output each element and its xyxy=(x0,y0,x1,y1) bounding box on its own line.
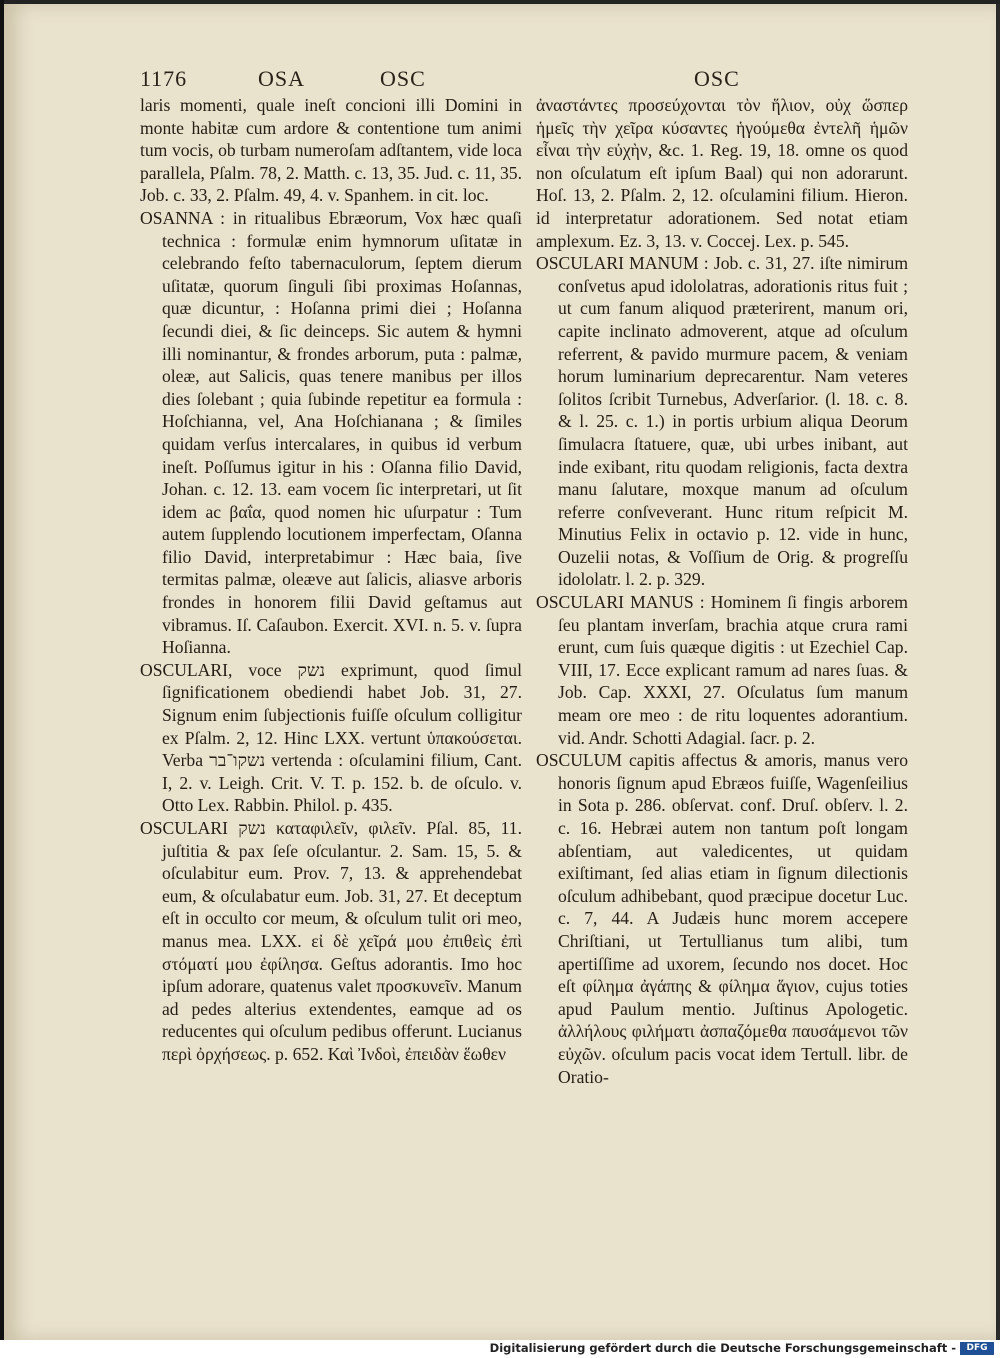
entry-osanna: OSANNA : in ritualibus Ebræorum, Vox hæc quaſi technica : formulæ enim hymnorum uſitatæ in celebrando feſto tabernaculorum, ſeptem dierum uſitatæ, quorum ſinguli ſibi proximas Hoſannas, quæ dicuntur, : Hoſanna primi diei ; Hoſanna ſecundi diei, & ſic deinceps. Sic autem & hymni illi nominantur, & frondes arborum, puta : palmæ, oleæ, aut Salicis, quas tenere manibus per illos dies ſolebant ; quia ſubinde repetitur ea formula : Hoſchianna, vel, Ana Hoſchianana ; & ſimiles quidam verſus intercalares, in quibus id verbum ineſt. Poſſumus igitur in his : Oſanna filio David, Johan. c. 12. 13. eam vocem ſic interpretari, ut ſit idem ac βαΐα, quod nomen hic uſurpatur : Tum autem ſupplendo locutionem imperfectam, Oſanna filio David, interpretabimur : Hæc baia, ſive termitas palmæ, oleæve aut ſalicis, aliasve arboris frondes in honorem filii David geſtamus aut vibramus. Iſ. Caſaubon. Exercit. XVI. n. 5. v. ſupra Hoſianna. xyxy=(140,207,522,658)
right-column xyxy=(536,94,908,1088)
running-head-left-2: OSC xyxy=(380,66,426,91)
entry-osculari-manum: OSCULARI MANUM : Job. c. 31, 27. iſte nimirum conſvetus apud idololatras, adorationis ritus fuit ; ut cum fanum aliquod præterirent, manum ori, capite inclinato admoverent, atque ad oſculum referrent, & pavido murmure pacem, & veniam horum luminarium deprecarentur. Nam veteres ſolitos ſcribit Turnebus, Adverſarior. (l. 18. c. 8. & l. 25. c. 1.) in portis urbium aliqua Deorum ſimulacra ſtatuere, quæ, ubi urbes inibant, aut inde exibant, ritu quodam religionis, facta dextra manu ſalutare, moxque manum ad oſculum referre conſveverant. Hunc ritum reſpicit M. Minutius Felix in octavio p. 12. vide in hunc, Ouzelii notas, & Voſſium de Orig. & progreſſu idololatr. l. 2. p. 329. xyxy=(536,253,908,590)
left-column xyxy=(140,94,522,1066)
digitization-footer xyxy=(0,1340,1000,1358)
running-head-right: OSC xyxy=(694,66,740,91)
entry-osculari-1: OSCULARI, voce נשק exprimunt, quod ſimul ſignificationem obediendi habet Job. 31, 27. Signum enim ſubjectionis fuiſſe oſculum colligitur ex Pſalm. 2, 12. Hinc LXX. vertunt ὑπακούσεται. Verba נשקו־בר vertenda : oſculamini filium, Cant. I, 2. v. Leigh. Crit. V. T. p. 152. b. de oſculo. v. Otto Lex. Rabbin. Philol. p. 435. xyxy=(140,659,522,816)
footer-credit: Digitalisierung gefördert durch die Deutsche Forschungsgemeinschaft - xyxy=(489,1341,956,1355)
right-entry-continuation: ἀναστάντες προσεύχονται τὸν ἥλιον, οὐχ ὥσπερ ἡμεῖς τὴν χεῖρα κύσαντες ἡγούμεθα ἐντελῆ ἡμῶν εἶναι τὴν εὐχὴν, &c. 1. Reg. 19, 18. omne os quod non oſculatum eſt ipſum Baal) qui non adorarunt. Hoſ. 13, 2. Pſalm. 2, 12. oſculamini filium. Hieron. id interpretatur adorationem. Sed notat etiam amplexum. Ez. 3, 13. v. Coccej. Lex. p. 545. xyxy=(536,95,908,251)
entry-osculum: OSCULUM capitis affectus & amoris, manus vero honoris ſignum apud Ebræos fuiſſe, Wagenſeilius in Sota p. 286. obſervat. conf. Druſ. obſerv. l. 2. c. 16. Hebræi autem non tantum poſt longam abſentiam, aut valedicentes, ut quidam exiſtimant, ſed alias etiam in ſignum dilectionis oſculum adhibebant, quod præcipue docetur Luc. c. 7, 44. A Judæis hunc morem accepere Chriſtiani, ut Tertullianus tum alibi, tum apertiſſime ad uxorem, ſecundo nos docet. Hoc eſt φίλημα ἀγάπης & φίλημα ἅγιον, cujus toties apud Paulum mentio. Juſtinus Apologetic. ἀλλήλους φιλήματι ἀσπαζόμεθα παυσάμενοι τῶν εὐχῶν. oſculum pacis vocat idem Tertull. libr. de Oratio- xyxy=(536,750,908,1087)
page-number: 1176 xyxy=(140,66,188,91)
left-entry-continuation: laris momenti, quale ineſt concioni illi Domini in monte habitæ cum ardore & contentione tum animi tum vocis, ob turbam numeroſam adſtantem, vide loca parallela, Pſalm. 78, 2. Matth. c. 13, 35. Jud. c. 11, 35. Job. c. 33, 2. Pſalm. 49, 4. v. Spanhem. in cit. loc. xyxy=(140,95,522,206)
entry-osculari-2: OSCULARI נשק καταφιλεῖν, φιλεῖν. Pſal. 85, 11. juſtitia & pax ſeſe oſculantur. 2. Sam. 15, 5. & oſculabitur eum. Prov. 7, 13. & apprehendebat eum, & oſculabatur eum. Job. 31, 27. Et deceptum eſt in occulto cor meum, & oſculum tulit ori meo, manus mea. LXX. εἰ δὲ χεῖρά μου ἐπιθεὶς ἐπὶ στόματί μου ἐφίλησα. Geſtus adorantis. Imo hoc ipſum adorare, quatenus valet προσκυνεῖν. Manum ad pedes alterius extendentes, eamque ad os reducentes qui oſculum pedibus offerunt. Lucianus περὶ ὀρχήσεως. p. 652. Καὶ Ἰνδοὶ, ἐπειδὰν ἕωθεν xyxy=(140,818,522,1064)
dfg-logo: DFG xyxy=(960,1342,994,1355)
running-head-left-1: OSA xyxy=(258,66,306,91)
entry-osculari-manus: OSCULARI MANUS : Hominem ſi fingis arborem ſeu plantam inverſam, brachia atque crura rami erunt, cum ſuis quæque digitis : ut Ezechiel Cap. VIII, 17. Ecce explicant ramum ad nares ſuas. & Job. Cap. XXXI, 27. Oſculatus ſum manum meam ore meo : de ritu loquentes adorantium. vid. Andr. Schotti Adagial. ſacr. p. 2. xyxy=(536,592,908,748)
